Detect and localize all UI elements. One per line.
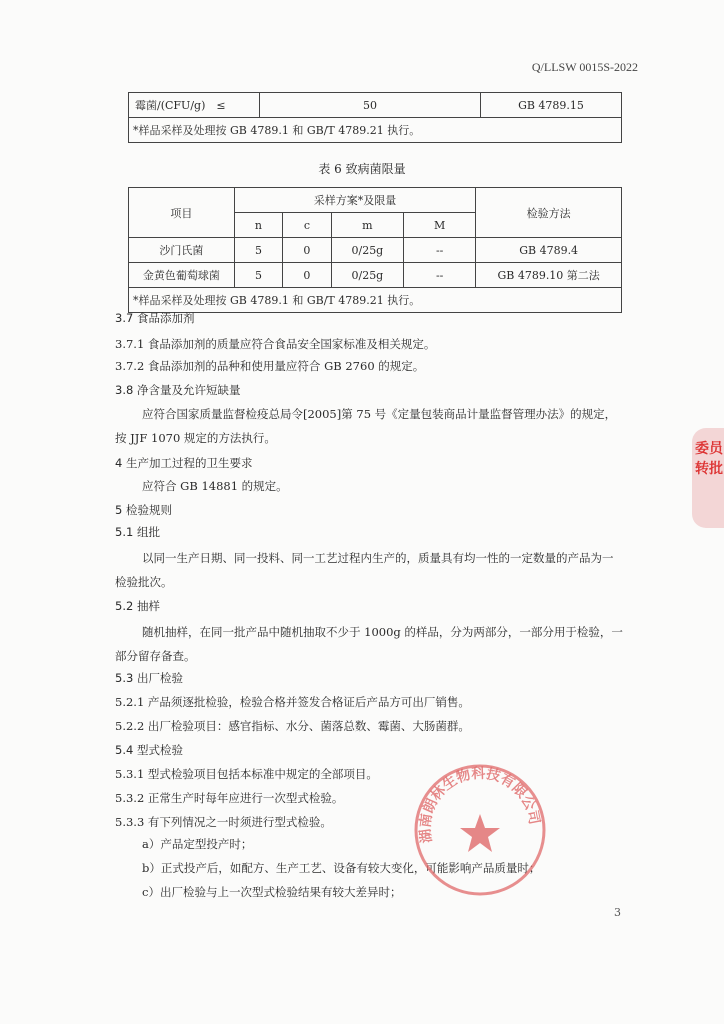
table-cell-item: 霉菌/(CFU/g) ≤: [129, 93, 260, 118]
text-line: 5.3.2 正常生产时每年应进行一次型式检验。: [115, 791, 344, 805]
table-note: *样品采样及处理按 GB 4789.1 和 GB/T 4789.21 执行。: [129, 118, 622, 143]
text-line: 5.3.1 型式检验项目包括本标准中规定的全部项目。: [115, 767, 378, 781]
text-line: a）产品定型投产时；: [142, 837, 253, 851]
table-caption: 表 6 致病菌限量: [318, 162, 406, 176]
text-line: 以同一生产日期、同一投料、同一工艺过程内生产的，质量具有均一性的一定数量的产品为一: [142, 551, 614, 565]
text-line: 应符合国家质量监督检疫总局令[2005]第 75 号《定量包装商品计量监督管理办法》的规定，: [142, 407, 617, 421]
text-line: c）出厂检验与上一次型式检验结果有较大差异时；: [142, 885, 402, 899]
text-line: 按 JJF 1070 规定的方法执行。: [115, 431, 276, 445]
text-line: 3.8 净含量及允许短缺量: [115, 383, 241, 397]
header-c: c: [283, 213, 331, 238]
row-m: 0/25g: [331, 263, 403, 288]
header-n: n: [234, 213, 282, 238]
row-method: GB 4789.10 第二法: [476, 263, 622, 288]
text-line: 5.2.2 出厂检验项目：感官指标、水分、菌落总数、霉菌、大肠菌群。: [115, 719, 470, 733]
table-row: [129, 263, 622, 288]
text-line: 5.1 组批: [115, 525, 160, 539]
document-number: Q/LLSW 0015S-2022: [531, 60, 638, 74]
text-line: 5.3 出厂检验: [115, 671, 183, 685]
text-line: 应符合 GB 14881 的规定。: [142, 479, 288, 493]
table-row: [129, 238, 622, 263]
text-line: 3.7 食品添加剂: [115, 311, 195, 325]
microbe-limit-table-continued: [128, 92, 622, 143]
text-line: 部分留存备查。: [115, 649, 196, 663]
row-method: GB 4789.4: [476, 238, 622, 263]
row-n: 5: [234, 263, 282, 288]
table-note: *样品采样及处理按 GB 4789.1 和 GB/T 4789.21 执行。: [129, 288, 622, 313]
table-cell-method: GB 4789.15: [481, 93, 622, 118]
table-cell-value: 50: [260, 93, 481, 118]
header-m: m: [331, 213, 403, 238]
text-line: 3.7.2 食品添加剂的品种和使用量应符合 GB 2760 的规定。: [115, 359, 425, 373]
page-number: 3: [614, 906, 621, 919]
pathogen-limit-table: [128, 187, 622, 313]
side-tab: [692, 428, 724, 528]
row-M: --: [404, 238, 476, 263]
text-line: 5.3.3 有下列情况之一时须进行型式检验。: [115, 815, 332, 829]
text-line: 4 生产加工过程的卫生要求: [115, 456, 253, 470]
row-n: 5: [234, 238, 282, 263]
header-M: M: [404, 213, 476, 238]
text-line: 3.7.1 食品添加剂的质量应符合食品安全国家标准及相关规定。: [115, 337, 436, 351]
text-line: 5.4 型式检验: [115, 743, 183, 757]
header-method: 检验方法: [476, 188, 622, 238]
header-item: 项目: [129, 188, 235, 238]
text-line: 5.2 抽样: [115, 599, 160, 613]
text-line: 5 检验规则: [115, 503, 172, 517]
header-sampling-plan: 采样方案*及限量: [234, 188, 476, 213]
side-tab-label: 委员转批: [695, 441, 723, 477]
row-c: 0: [283, 238, 331, 263]
row-M: --: [404, 263, 476, 288]
row-name: 金黄色葡萄球菌: [129, 263, 235, 288]
row-m: 0/25g: [331, 238, 403, 263]
text-line: 随机抽样，在同一批产品中随机抽取不少于 1000g 的样品，分为两部分，一部分用于检验，一: [142, 625, 623, 639]
seal-text: 湖南朗林生物科技有限公司: [417, 765, 543, 844]
text-line: b）正式投产后，如配方、生产工艺、设备有较大变化，可能影响产品质量时；: [142, 861, 541, 875]
company-seal: [412, 762, 548, 898]
row-name: 沙门氏菌: [129, 238, 235, 263]
text-line: 检验批次。: [115, 575, 173, 589]
text-line: 5.2.1 产品须逐批检验，检验合格并签发合格证后产品方可出厂销售。: [115, 695, 470, 709]
row-c: 0: [283, 263, 331, 288]
